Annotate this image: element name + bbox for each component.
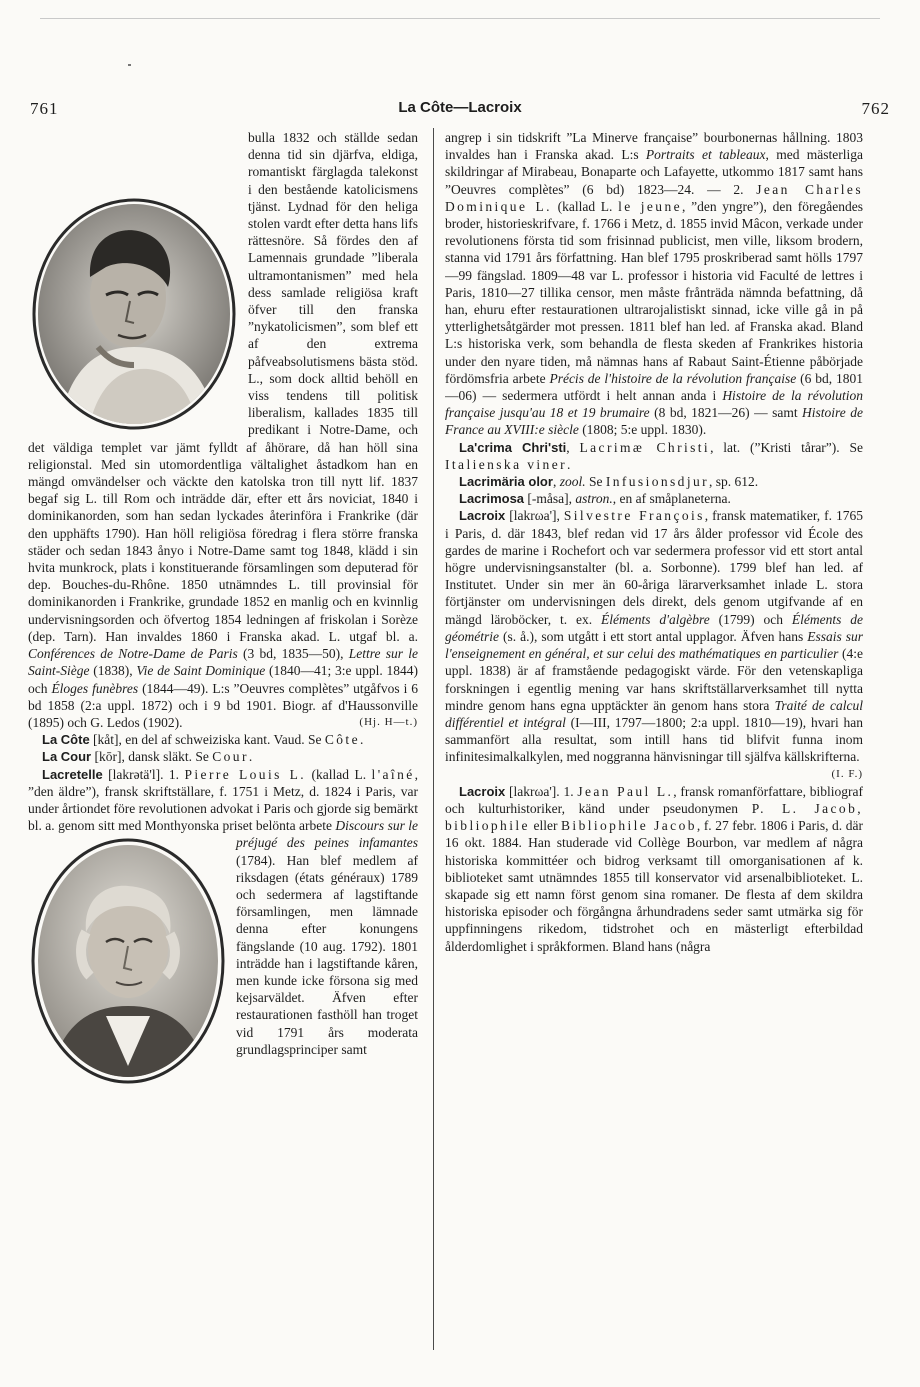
right-column [445, 129, 863, 1379]
portrait-lacretelle-svg [28, 836, 228, 1086]
headword: Lacretelle [42, 766, 103, 782]
entry-la-cour: La Cour [kōr], dansk släkt. Se Cour. [42, 749, 253, 765]
headword: Lacrimosa [459, 491, 525, 507]
entry-la-cote: La Côte [kåt], en del af schweiziska kant. Vaud. Se Côte. [42, 732, 364, 748]
entry-lacrimaria-olor: Lacrimäria olor, zool. Se Infusionsdjur, sp. 612. [459, 474, 759, 490]
portrait-lacretelle [28, 836, 228, 1086]
page-number-left: 761 [30, 99, 59, 118]
headword: La Cour [42, 749, 92, 765]
headword: Lacrimäria olor [459, 474, 553, 490]
scan-top-edge [40, 18, 880, 19]
scan-speck [128, 64, 131, 66]
cross-reference: Italienska viner [445, 456, 567, 472]
entry-lacretelle-continued: angrep i sin tidskrift ”La Minerve française” bourbonernas hållning. 1803 invaldes han i Franska akad. L:s Portraits et tableaux, med mästerliga skildringar af Mirabeau, Bonaparte och Lafayette, utkommo 1817 samt hans ”Oeuvres complètes” (6 bd) 1823—24. — 2. Jean Charles Dominique L. (kallad L. le jeune, ”den yngre”), den föregåendes broder, historieskrifvare, f. 1766 i Metz, d. 1855 invid Mâcon, verkade under revolutionens första tid som frisinnad publicist, men ville, liksom brodern, stanna vid 1791 års författning. Han blef 1795 proskriberad samt hölls 1797—99 fängslad. 1809—48 var L. professor i historia vid Faculté de lettres i Paris, 1810—27 tillika censor, men måste frånträda nämnda befattning, då han, ehuru efter restaurationen ultrarojalistiskt sinnad, icke ville gå in på ytterlighetsåtgärder mot pressen. 1811 blef han led. af Franska akad. Bland L:s historiska verk, som behandla de flesta skeden af Frankrikes historia under den nyare tiden, må nämnas hans af Rabaut Saint-Étienne påbörjade fördömsfria arbete Précis de l'histoire de la révolution française (6 bd, 1801—06) — sedermera utfördt i helt annan anda i Histoire de la révolution française jusqu'au 18 et 19 brumaire (8 bd, 1821—26) — samt Histoire de France au XVIII:e siècle (1808; 5:e uppl. 1830). [445, 130, 863, 438]
cross-reference: Cour [212, 749, 249, 765]
entry-lacrima-christi: La'crima Chri'sti, Lacrimæ Christi, lat. (”Kristi tårar”). Se Italienska viner. [445, 439, 863, 472]
entry-lacretelle: Lacretelle [lakrətä'l]. 1. Pierre Louis L. (kallad L. l'aîné, ”den äldre”), fransk skriftställare, f. 1751 i Metz, d. 1824 i Paris, var under årtiondet före revolutionen advokat i Paris och gjorde sig bemärkt bl. a. genom sitt med Monthyonska priset belönta arbete Discours sur le préjugé des peines infamantes (1784). Han blef medlem af riksdagen (états généraux) 1789 och sedermera af lagstiftande församlingen, men lämnade denna efter konungens fängslande (10 aug. 1792). 1801 inträdde han i lagstiftande kåren, men kunde icke försona sig med kejsarväldet. Äfven efter restaurationen fasthöll han troget vid 1791 års moderata grundlagsprinciper samt [28, 766, 418, 1058]
page-number-right: 762 [861, 99, 890, 118]
author-signature: (I. F.) [831, 767, 863, 780]
portrait-lacordaire-svg [28, 197, 240, 431]
headword: Lacroix [459, 783, 506, 799]
running-title: La Côte—Lacroix [398, 99, 522, 116]
headword: Lacroix [459, 508, 506, 524]
page-header [30, 99, 890, 123]
headword: La'crima Chri'sti [459, 439, 567, 455]
entry-lacroix-silvestre: Lacroix [lakrωa'], Silvestre François, fransk matematiker, f. 1765 i Paris, d. där 1843, blef redan vid 17 års ålder professor vid École des gardes de marine i Rochefort och var sedermera professor vid ett stort antal högre undervisningsanstalter (bl. a. Sorbonne). 1799 blef han led. af Institutet. Under sin mer än 60-åriga lärarverksamhet inlade L. stora förtjänster om undervisningen dels direkt, dels genom utgifvande af en mängd läroböcker, t. ex. Éléments d'algèbre (1799) och Éléments de géométrie (s. å.), som utgått i ett stort antal upplagor. Äfven hans Essais sur l'enseignement en général, et sur celui des mathématiques en particulier (4:e uppl. 1838) är af framstående pedagogiskt värde. För den vetenskapliga forskningen i egentlig mening var hans skriftställarverksamhet till nytta mindre genom hans egna upptäckter än genom hans stora Traité de calcul différentiel et intégral (I—III, 1797—1800; 2:a uppl. 1810—19), hvari han sammanfört alla resultat, som intill hans tid blifvit funna inom infinitesimalkalkylen, med noggranna hänvisningar till själfva källskrifterna. (I. F.) [445, 507, 863, 765]
entry-lacroix-jean-paul: Lacroix [lakrωa']. 1. Jean Paul L., fransk romanförfattare, bibliograf och kulturhistoriker, känd under pseudonymen P. L. Jacob, bibliophile eller Bibliophile Jacob, f. 27 febr. 1806 i Paris, d. där 16 okt. 1884. Han studerade vid Collège Bourbon, var medlem af några historiska kommittéer och bidrog verksamt till omorganisationen af k. biblioteket samt utnämndes 1855 till konservator vid arsenalbiblioteket. L. skapade sig ett namn först genom sina romaner. De flesta af dem skildra historiska episoder och förgångna århundradens seder samt utmärka sig för uppfinningens rikedom, tidstrohet och en mästerligt efterbildad ålderdomlighet i språkformen. Bland hans (några [445, 783, 863, 954]
cross-reference: Côte [324, 732, 360, 748]
entry-lacrimosa: Lacrimosa [-måsa], astron., en af småplaneterna. [459, 491, 731, 507]
entry-lacordaire-continued: bulla 1832 och ställde sedan denna tid sin djärfva, eldiga, romantiskt färglagda talekonst i den bestående katolicismens tjänst. Lydnad för den heliga stolen vardt efter detta hans lifs rättesnöre. Så fördes den af Lamennais grundade ”liberala ultramontanismen” med hela dess samlade religiösa kraft öfver till den franska ”nykatolicismen”, som blef ett af den extrema påfveabsolutismens bästa stöd. L., som dock alltid behöll en viss tendens till politisk liberalism, kallades 1835 till predikant i Notre-Dame, och det väldiga templet var jämt fylldt af åhörare, då han höll sina religionstal. Med sin utomordentliga vältalighet åstadkom han en mängd omvändelser och väckte den katolska tron till nytt lif. 1837 begaf sig L. till Rom och inträdde där, efter ett års noviciat, 1840 i dominikanorden, som han sedan lyckades återinföra i Frankrike (där den upphäfts 1790). Han höll religiösa föredrag i flera större franska städer och sedan 1843 ånyo i Notre-Dame samt tog 1848, klädd i sin hvita munkrock, plats i konstituerande församlingen som deputerad för dep. Bouches-du-Rhône. 1850 utnämndes L. till provinsial för dominikanorden i Frankrike, grundade 1852 en manlig och en kvinnlig undervisningsorden och öfvertog 1854 ledningen af friskolan i Sorèze (dep. Tarn). Han invaldes 1860 i Franska akad. L. utgaf bl. a. Conférences de Notre-Dame de Paris (3 bd, 1835—50), Lettre sur le Saint-Siège (1838), Vie de Saint Dominique (1840—41; 3:e uppl. 1844) och Éloges funèbres (1844—49). L:s ”Oeuvres complètes” utgåfvos i 6 bd 1858 (2:a uppl. 1872) och i 9 bd 1901. Biogr. af d'Haussonville (1895) och G. Ledos (1902). (Hj. H—t.) [28, 130, 418, 730]
left-column [28, 129, 418, 1379]
author-signature: (Hj. H—t.) [359, 715, 418, 728]
portrait-lacordaire [28, 197, 240, 431]
headword: La Côte [42, 732, 90, 748]
cross-reference: Infusionsdjur [605, 474, 710, 490]
column-divider [433, 128, 434, 1350]
